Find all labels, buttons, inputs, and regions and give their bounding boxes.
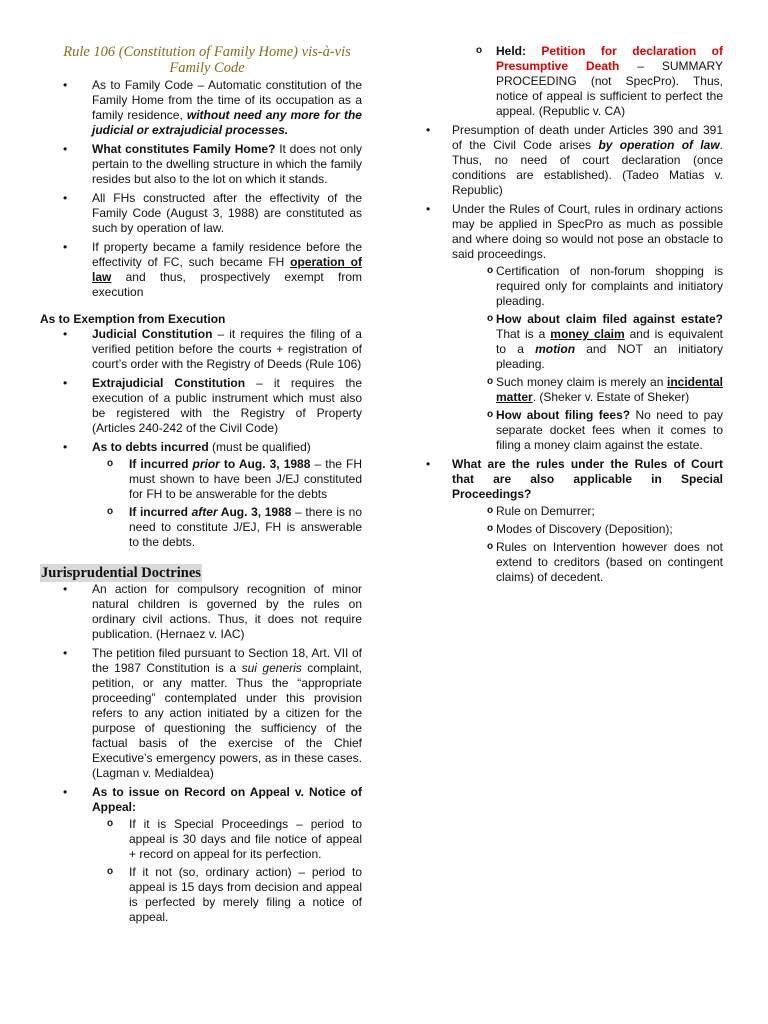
right-list: [420, 123, 723, 585]
sublist-item: o Held: Petition for declaration of Presumptive Death – SUMMARY PROCEEDING (not SpecPro). Thus, notice of appeal is sufficient to perfect the appeal. (Republic v. CA): [420, 44, 723, 119]
sublist-item: o Certification of non-forum shopping is required only for complaints and initiatory pleading.: [420, 264, 723, 309]
list-item: • Presumption of death under Articles 390 and 391 of the Civil Code arises by operation of law. Thus, no need of court declaration (once conditions are established). (Tadeo Matias v. Republic): [420, 123, 723, 198]
jurisprudence-heading: Jurisprudential Doctrines: [41, 565, 201, 581]
sublist-item: o Such money claim is merely an incidental matter. (Sheker v. Estate of Sheker): [420, 375, 723, 405]
sublist-item: o Rule on Demurrer;: [420, 504, 723, 519]
rules-sublist: [420, 264, 723, 453]
list-item: • What constitutes Family Home? It does not only pertain to the dwelling structure in which the family resides but also to the lot on which it stands.: [40, 142, 362, 187]
sublist-item: o If it is Special Proceedings – period to appeal is 30 days and file notice of appeal + record on appeal for its perfection.: [40, 817, 362, 862]
list-item: • As to Family Code – Automatic constitution of the Family Home from the time of its occupation as a family residence, without need any more for the judicial or extrajudicial processes.: [40, 78, 362, 138]
sublist-item: o If it not (so, ordinary action) – period to appeal is 15 days from decision and appeal is perfected by merely filing a notice of appeal.: [40, 865, 362, 925]
list-item: • An action for compulsory recognition of minor natural children is governed by the rules on ordinary civil actions. Thus, it does not require publication. (Hernaez v. IAC): [40, 582, 362, 642]
list-item: • Judicial Constitution – it requires the filing of a verified petition before the courts + registration of court’s order with the Registry of Deeds (Rule 106): [40, 327, 362, 372]
right-column: [420, 44, 723, 589]
exemption-list: [40, 327, 362, 550]
list-item: • All FHs constructed after the effectivity of the Family Code (August 3, 1988) are constituted as such by operation of law.: [40, 191, 362, 236]
list-item: • Extrajudicial Constitution – it requires the execution of a public instrument which must also be registered with the Registry of Property (Articles 240-242 of the Civil Code): [40, 376, 362, 436]
sublist-item: o If incurred prior to Aug. 3, 1988 – the FH must shown to have been J/EJ constituted for FH to be answerable for the debts: [40, 457, 362, 502]
list-item: • As to issue on Record on Appeal v. Notice of Appeal: o If it is Special Proceedings – period to appeal is 30 days and file notice of appeal + record on appeal for its perfection. o If it not (so, ordinary action) – period to appeal is 15 days from decision and appeal is perfected by merely filing a notice of appeal.: [40, 785, 362, 925]
list-item: • If property became a family residence before the effectivity of FC, such became FH operation of law and thus, prospectively exempt from execution: [40, 240, 362, 300]
exemption-heading: As to Exemption from Execution: [40, 312, 226, 326]
section-title: Rule 106 (Constitution of Family Home) vis-à-vis Family Code: [63, 44, 351, 76]
sublist-item: o Rules on Intervention however does not extend to creditors (based on contingent claims) of decedent.: [420, 540, 723, 585]
debts-sublist: [40, 457, 362, 550]
sublist-item: o Modes of Discovery (Deposition);: [420, 522, 723, 537]
jurisprudence-list: [40, 582, 362, 925]
held-sublist: [420, 44, 723, 119]
appeal-sublist: [40, 817, 362, 925]
sublist-item: o How about filing fees? No need to pay separate docket fees when it comes to filing a money claim against the estate.: [420, 408, 723, 453]
sublist-item: o If incurred after Aug. 3, 1988 – there is no need to constitute J/EJ, FH is answerable to the debts.: [40, 505, 362, 550]
jurisprudence-heading-wrap: [40, 564, 362, 582]
sublist-item: o How about claim filed against estate? That is a money claim and is equivalent to a motion and NOT an initiatory pleading.: [420, 312, 723, 372]
list-item: • What are the rules under the Rules of Court that are also applicable in Special Proceedings? o Rule on Demurrer; o Modes of Discovery (Deposition); o Rules on Intervention however does not extend to creditors (based on contingent claims) of decedent.: [420, 457, 723, 585]
list-item: • The petition filed pursuant to Section 18, Art. VII of the 1987 Constitution is a sui generis complaint, petition, or any matter. Thus the “appropriate proceeding” contemplated under this provision refers to any action initiated by a citizen for the purpose of questioning the sufficiency of the factual basis of the exercise of the Chief Executive’s emergency powers, as in these cases. (Lagman v. Medialdea): [40, 646, 362, 781]
family-code-list: [40, 78, 362, 300]
list-item: • As to debts incurred (must be qualified) o If incurred prior to Aug. 3, 1988 – the FH must shown to have been J/EJ constituted for FH to be answerable for the debts o If incurred after Aug. 3, 1988 – there is no need to constitute J/EJ, FH is answerable to the debts.: [40, 440, 362, 550]
applicable-sublist: [420, 504, 723, 585]
left-column: [40, 40, 362, 929]
list-item: • Under the Rules of Court, rules in ordinary actions may be applied in SpecPro as much as possible and where doing so would not pose an obstacle to said proceedings. o Certification of non-forum shopping is required only for complaints and initiatory pleading. o How about claim filed against estate? That is a money claim and is equivalent to a motion and NOT an initiatory pleading. o Such money claim is merely an incidental matter. (Sheker v. Estate of Sheker) o How about filing fees? No need to pay separate docket fees when it comes to filing a money claim against the estate.: [420, 202, 723, 453]
